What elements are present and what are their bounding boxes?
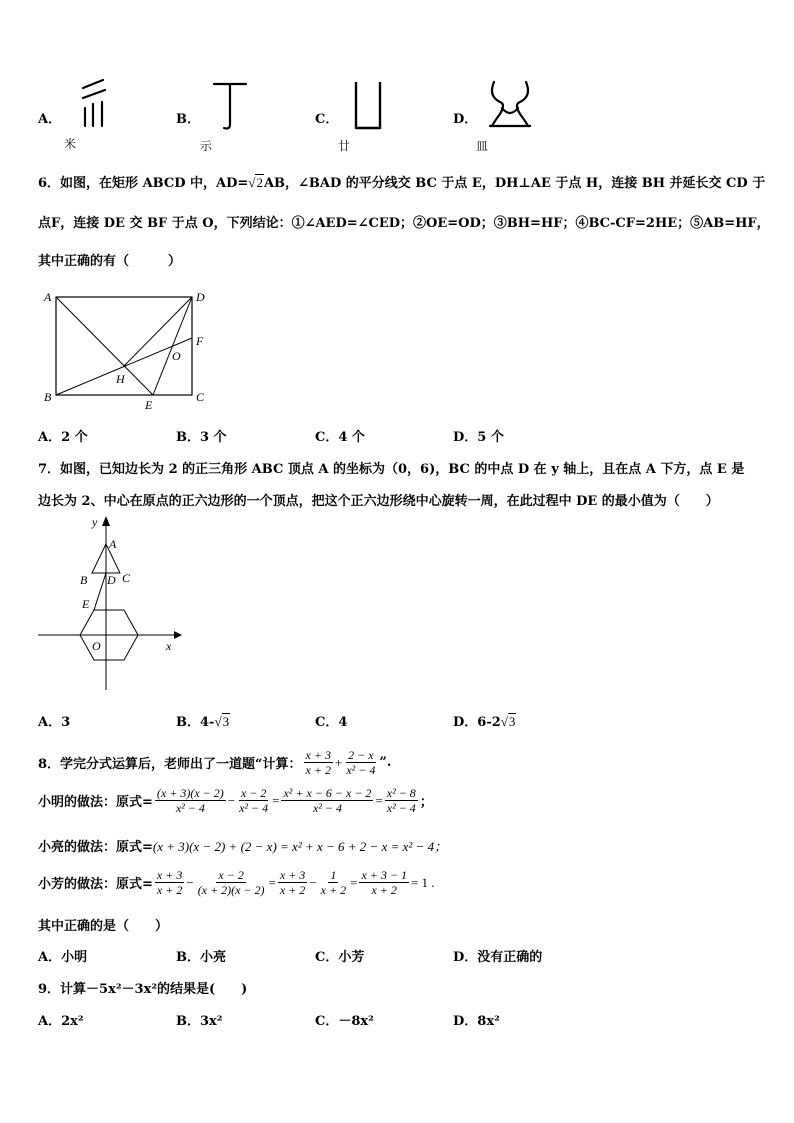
q8-liang <box>38 836 447 855</box>
q8-liang-label: 小亮的做法：原式= <box>38 840 153 855</box>
q8-fang-frac-b <box>196 868 267 897</box>
q8-fang-d-den: x + 2 <box>320 883 347 897</box>
q7-label-c: C <box>122 571 131 585</box>
q5-option-b-caption: 示 <box>200 139 213 153</box>
q8-intro-end: ”. <box>379 755 392 770</box>
q8-ming <box>38 786 433 815</box>
q7-label-o: O <box>92 639 101 653</box>
q8-fang-e-num: x + 3 − 1 <box>361 868 407 882</box>
q8-ming-frac-a <box>155 786 226 815</box>
q5-option-a-letter: A． <box>38 112 62 127</box>
q6-label-a: A <box>44 290 52 304</box>
q8-ming-d-den: x² − 4 <box>386 801 416 815</box>
q8-ming-eq2: = <box>375 792 383 808</box>
q5-option-c-letter: C． <box>315 112 339 127</box>
q5-option-a-glyph <box>75 78 115 128</box>
q8-f1-denominator: x + 2 <box>305 763 331 777</box>
q6-label-b: B <box>44 390 52 404</box>
q6-sqrt: √2 <box>248 175 263 190</box>
q8-f2-denominator: x² − 4 <box>346 763 376 777</box>
q7-option-d-text: D．6-2 <box>453 715 501 730</box>
q7-option-c: C．4 <box>315 715 348 730</box>
q8-fang-frac-e <box>359 868 409 897</box>
q8-fang-d-num: 1 <box>330 868 337 882</box>
q7-option-d-radicand: 3 <box>508 714 516 729</box>
q8-fraction-2 <box>344 748 377 777</box>
q8-fang-frac-d <box>319 868 348 897</box>
q5-options <box>0 70 794 160</box>
q8-fang-a-num: x + 3 <box>156 868 183 882</box>
q8-fang-b-den: (x + 2)(x − 2) <box>197 883 265 897</box>
q8-ming-end: ； <box>419 795 433 810</box>
q8-fang-c-den: x + 2 <box>279 883 306 897</box>
q7-option-d <box>453 711 516 730</box>
q8-f2-numerator: 2 − x <box>348 748 374 762</box>
q7-label-x: x <box>166 639 172 653</box>
q6-figure <box>38 285 218 413</box>
q8-ming-d-num: x² − 8 <box>386 786 416 800</box>
q8-fang-frac-a <box>155 868 184 897</box>
q8-ming-c-den: x² − 4 <box>312 801 342 815</box>
q6-label-c: C <box>196 390 205 404</box>
q7-option-d-sqrt: √3 <box>500 714 516 729</box>
q8-fang-end: = 1 . <box>410 874 435 890</box>
q6-line1-a: 6．如图，在矩形 ABCD 中，AD= <box>38 176 249 191</box>
q8-fang <box>38 868 435 897</box>
q9-option-c: C．－8x² <box>315 1014 374 1029</box>
q5-option-c-glyph <box>350 80 386 132</box>
q6-label-o: O <box>172 349 181 363</box>
q9-option-d: D．8x² <box>453 1014 500 1029</box>
q8-fang-minus1: − <box>186 874 194 890</box>
q7-option-b <box>176 711 230 730</box>
q5-option-c-caption: 廿 <box>338 139 351 153</box>
q8-ming-frac-c <box>281 786 373 815</box>
q8-option-b: B．小亮 <box>176 950 226 965</box>
q8-fang-eq2: = <box>350 874 358 890</box>
q7-figure <box>36 510 186 692</box>
q8-ming-a-num: (x + 3)(x − 2) <box>156 786 224 800</box>
q6-option-a: A．2 个 <box>38 430 88 445</box>
q6-option-d: D．5 个 <box>453 430 504 445</box>
q7-label-a: A <box>109 537 117 551</box>
q7-option-b-radicand: 3 <box>222 714 230 729</box>
q7-option-b-text: B．4- <box>176 715 215 730</box>
q8-option-a: A．小明 <box>38 950 88 965</box>
q6-label-d: D <box>196 290 205 304</box>
q6-option-c: C．4 个 <box>315 430 365 445</box>
q8-fang-label: 小芳的做法：原式= <box>38 877 153 892</box>
q8-fang-e-den: x + 2 <box>371 883 397 897</box>
q6-option-b: B．3 个 <box>176 430 227 445</box>
q7-option-b-sqrt: √3 <box>214 714 230 729</box>
q9-line: 9．计算－5x²－3x²的结果是( ) <box>38 982 248 997</box>
q8-fang-a-den: x + 2 <box>156 883 183 897</box>
q8-liang-expr: (x + 3)(x − 2) + (2 − x) = x² + x − 6 + 2 − x = x² − 4； <box>152 839 448 854</box>
q6-line3: 其中正确的有（ ） <box>38 254 182 269</box>
q5-option-b-letter: B． <box>176 112 200 127</box>
q7-line2: 边长为 2、中心在原点的正六边形的一个顶点，把这个正六边形绕中心旋转一周，在此过程中 DE 的最小值为（ ） <box>38 494 719 509</box>
q8-option-c: C．小芳 <box>315 950 365 965</box>
q8-fang-eq1: = <box>268 874 276 890</box>
q8-option-d: D．没有正确的 <box>453 950 543 965</box>
q9-option-a: A．2x² <box>38 1014 84 1029</box>
q5-option-b-glyph <box>210 80 250 132</box>
q8-ming-frac-b <box>237 786 270 815</box>
q7-line1: 7．如图，已知边长为 2 的正三角形 ABC 顶点 A 的坐标为（0，6)，BC 的中点 D 在 y 轴上，且在点 A 下方，点 E 是 <box>38 462 745 477</box>
q8-ming-frac-d <box>385 786 418 815</box>
q7-label-e: E <box>82 597 90 611</box>
q8-ming-eq1: = <box>272 792 280 808</box>
q5-option-d-glyph <box>486 78 534 132</box>
q8-ming-b-den: x² − 4 <box>239 801 269 815</box>
q8-fraction-1 <box>304 748 333 777</box>
q6-line2: 点F，连接 DE 交 BF 于点 O，下列结论：①∠AED=∠CED；②OE=OD；③BH=HF；④BC-CF=2HE；⑤AB=HF， <box>38 216 770 231</box>
q8-ming-label: 小明的做法：原式= <box>38 795 153 810</box>
q5-option-d-letter: D． <box>453 112 478 127</box>
q5-option-a-caption: 米 <box>64 137 77 151</box>
q8-fang-c-num: x + 3 <box>279 868 306 882</box>
q8-fang-frac-c <box>278 868 307 897</box>
q7-label-d: D <box>107 573 116 587</box>
q6-label-e: E <box>145 398 153 412</box>
q7-option-a: A．3 <box>38 715 71 730</box>
q8-intro <box>38 748 391 777</box>
q8-plus: + <box>334 754 343 770</box>
q8-intro-text: 8．学完分式运算后，老师出了一道题“计算： <box>38 757 302 772</box>
q8-ming-a-den: x² − 4 <box>175 801 205 815</box>
q8-ming-c-num: x² + x − 6 − x − 2 <box>283 786 372 800</box>
q9-option-b: B．3x² <box>176 1014 223 1029</box>
q7-label-y: y <box>92 515 98 529</box>
q7-label-b: B <box>80 573 88 587</box>
q6-label-h: H <box>116 372 125 386</box>
q8-question: 其中正确的是（ ） <box>38 919 169 934</box>
q6-line1-b: AB，∠BAD 的平分线交 BC 于点 E，DH⊥AE 于点 H，连接 BH 并延长交 CD 于 <box>263 176 766 191</box>
q6-sqrt-radicand: 2 <box>256 175 263 190</box>
q8-ming-b-num: x − 2 <box>240 786 267 800</box>
q8-fang-minus2: − <box>309 874 317 890</box>
q8-f1-numerator: x + 3 <box>305 748 331 762</box>
q8-fang-b-num: x − 2 <box>218 868 244 882</box>
q6-line1 <box>38 172 765 191</box>
q8-ming-minus: − <box>227 792 236 808</box>
q5-option-d-caption: 皿 <box>476 139 489 153</box>
q6-label-f: F <box>196 334 204 348</box>
